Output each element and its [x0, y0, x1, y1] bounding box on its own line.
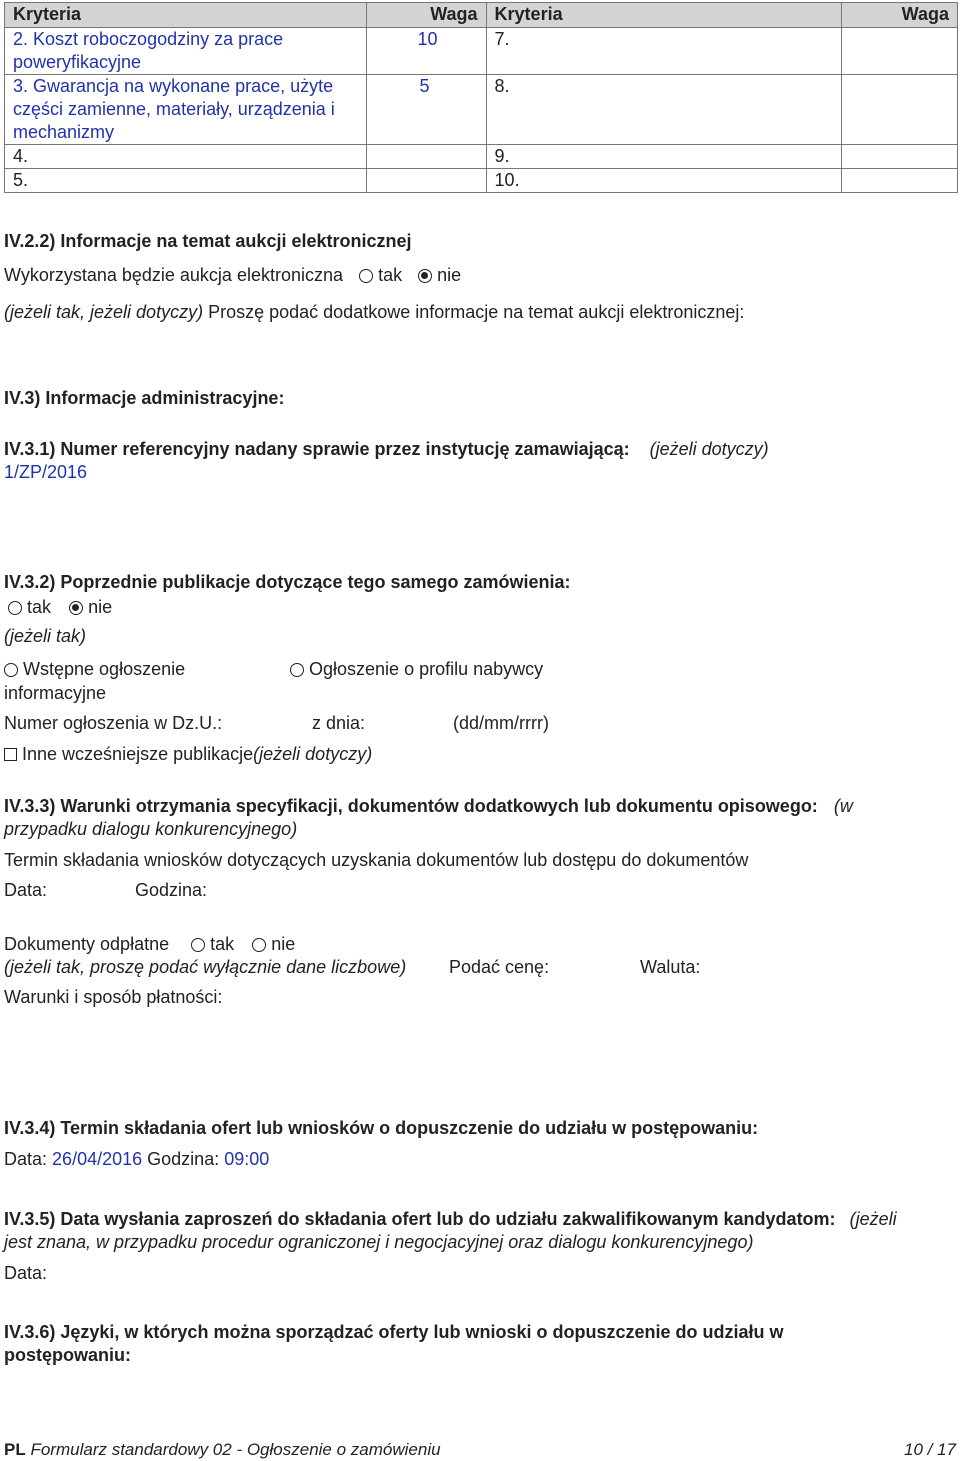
offer-date-label: Data:	[4, 1149, 48, 1169]
criteria-table	[4, 2, 958, 193]
criteria-cell: 8.	[486, 75, 842, 145]
col-header-criteria-2: Kryteria	[486, 3, 842, 28]
prev-pub-yes-label: tak	[27, 597, 52, 617]
paid-docs-no-radio[interactable]	[252, 938, 266, 952]
table-row	[5, 28, 958, 75]
offer-time-label: Godzina:	[147, 1149, 220, 1169]
other-publications-option	[4, 744, 372, 765]
section-heading-iv-3-6-cont: postępowaniu:	[4, 1345, 131, 1365]
doc-date-label: Data:	[4, 880, 48, 900]
col-header-weight-2: Waga	[842, 3, 958, 28]
reference-number: 1/ZP/2016	[4, 462, 88, 482]
offer-deadline-line	[4, 1149, 269, 1170]
auction-question-label: Wykorzystana będzie aukcja elektroniczna	[4, 265, 344, 285]
criteria-cell: 4.	[5, 145, 367, 169]
prelim-notice-option	[4, 659, 185, 680]
payment-terms-label: Warunki i sposób płatności:	[4, 987, 223, 1007]
prelim-notice-label: Wstępne ogłoszenie	[23, 659, 186, 679]
criteria-cell: 7.	[486, 28, 842, 75]
prev-pub-no-label: nie	[88, 597, 113, 617]
section-heading-iv-3-1: IV.3.1) Numer referencyjny nadany sprawie przez instytucję zamawiającą:	[4, 439, 630, 459]
col-header-criteria-1: Kryteria	[5, 3, 367, 28]
weight-cell	[842, 75, 958, 145]
offer-time-value: 09:00	[224, 1149, 270, 1169]
doc-deadline-label: Termin składania wniosków dotyczących uzyskania dokumentów lub dostępu do dokumentów	[4, 850, 749, 870]
prev-pub-yes-radio[interactable]	[8, 601, 22, 615]
invite-note-1: (jeżeli	[849, 1209, 897, 1229]
criteria-cell: 3. Gwarancja na wykonane prace, użyte części zamienne, materiały, urządzenia i mechanizmy	[5, 75, 367, 145]
doc-time-label: Godzina:	[135, 880, 208, 900]
auction-note	[4, 302, 744, 323]
auction-note-text: Proszę podać dodatkowe informacje na temat aukcji elektronicznej:	[208, 302, 745, 322]
prelim-notice-radio[interactable]	[4, 663, 18, 677]
section-iv-3-5-line	[4, 1209, 897, 1230]
col-header-weight-1: Waga	[366, 3, 486, 28]
auction-yes-radio[interactable]	[359, 269, 373, 283]
paid-docs-yes-label: tak	[210, 934, 235, 954]
currency-label: Waluta:	[640, 957, 701, 977]
paid-docs-line	[4, 934, 295, 955]
criteria-cell: 10.	[486, 169, 842, 193]
oj-number-label: Numer ogłoszenia w Dz.U.:	[4, 713, 223, 733]
other-publications-label: Inne wcześniejsze publikacje	[22, 744, 254, 764]
prelim-notice-label-2: informacyjne	[4, 683, 107, 703]
footer-title: Formularz standardowy 02 - Ogłoszenie o zamówieniu	[30, 1440, 441, 1459]
buyer-profile-label: Ogłoszenie o profilu nabywcy	[309, 659, 544, 679]
buyer-profile-option	[290, 659, 543, 680]
criteria-cell: 2. Koszt roboczogodziny za prace poweryfikacyjne	[5, 28, 367, 75]
buyer-profile-radio[interactable]	[290, 663, 304, 677]
invite-note-2: jest znana, w przypadku procedur ograniczonej i negocjacyjnej oraz dialogu konkurencyjnego)	[4, 1232, 754, 1252]
criteria-cell: 5.	[5, 169, 367, 193]
oj-date-label: z dnia:	[312, 713, 366, 733]
weight-cell	[366, 145, 486, 169]
section-heading-iv-3-5: IV.3.5) Data wysłania zaproszeń do składania ofert lub do udziału zakwalifikowanym kandydatom:	[4, 1209, 836, 1229]
section-heading-iv-3-3: IV.3.3) Warunki otrzymania specyfikacji, dokumentów dodatkowych lub dokumentu opisowego:	[4, 796, 818, 816]
spec-note-1: (w	[833, 796, 853, 816]
section-iv-3-1-line	[4, 439, 769, 460]
prev-pub-no-radio[interactable]	[69, 601, 83, 615]
paid-docs-yes-radio[interactable]	[191, 938, 205, 952]
auction-yes-label: tak	[378, 265, 403, 285]
section-heading-iv-3: IV.3) Informacje administracyjne:	[4, 388, 285, 408]
auction-no-label: nie	[437, 265, 462, 285]
weight-cell	[842, 145, 958, 169]
section-heading-iv-3-2: IV.3.2) Poprzednie publikacje dotyczące tego samego zamówienia:	[4, 572, 571, 592]
footer	[4, 1440, 441, 1460]
table-row	[5, 145, 958, 169]
prev-pub-options	[8, 597, 112, 618]
section-heading-iv-3-4: IV.3.4) Termin składania ofert lub wniosków o dopuszczenie do udziału w postępowaniu:	[4, 1118, 759, 1138]
paid-docs-label: Dokumenty odpłatne	[4, 934, 170, 954]
offer-date-value: 26/04/2016	[52, 1149, 143, 1169]
criteria-cell: 9.	[486, 145, 842, 169]
price-label: Podać cenę:	[449, 957, 550, 977]
weight-cell	[366, 169, 486, 193]
price-note: (jeżeli tak, proszę podać wyłącznie dane liczbowe)	[4, 957, 407, 977]
invite-date-label: Data:	[4, 1263, 48, 1283]
spec-note-2: przypadku dialogu konkurencyjnego)	[4, 819, 298, 839]
footer-lang: PL	[4, 1440, 26, 1459]
other-publications-note: (jeżeli dotyczy)	[253, 744, 373, 764]
prev-pub-if-yes: (jeżeli tak)	[4, 626, 87, 646]
oj-date-format: (dd/mm/rrrr)	[453, 713, 549, 733]
other-publications-checkbox[interactable]	[4, 748, 17, 761]
auction-note-italic: (jeżeli tak, jeżeli dotyczy)	[4, 302, 204, 322]
section-heading-iv-3-6: IV.3.6) Języki, w których można sporządzać oferty lub wnioski o dopuszczenie do udziału w	[4, 1322, 784, 1342]
auction-question	[4, 265, 461, 286]
reference-note: (jeżeli dotyczy)	[649, 439, 769, 459]
weight-cell: 10	[366, 28, 486, 75]
section-iv-3-3-line	[4, 796, 853, 817]
paid-docs-no-label: nie	[271, 934, 296, 954]
weight-cell: 5	[366, 75, 486, 145]
auction-no-radio[interactable]	[418, 269, 432, 283]
section-heading-iv-2-2: IV.2.2) Informacje na temat aukcji elektronicznej	[4, 231, 412, 251]
table-header-row	[5, 3, 958, 28]
table-row	[5, 75, 958, 145]
footer-page-number: 10 / 17	[904, 1440, 956, 1459]
table-row	[5, 169, 958, 193]
weight-cell	[842, 28, 958, 75]
weight-cell	[842, 169, 958, 193]
